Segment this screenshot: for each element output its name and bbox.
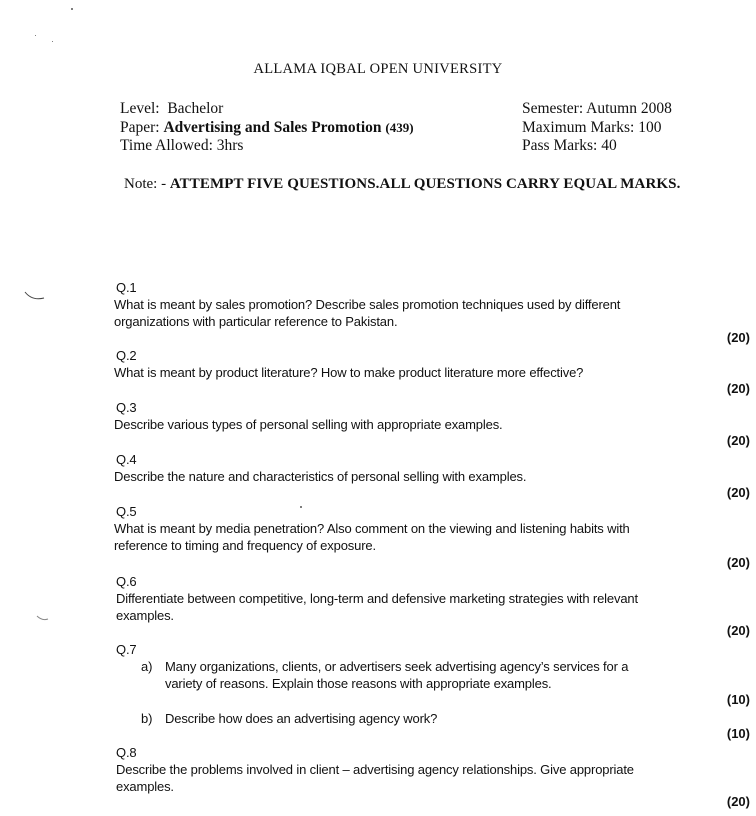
maximum-marks: Maximum Marks: 100 [522,118,662,136]
question-text: Describe the nature and characteristics of personal selling with examples. [114,469,527,484]
time-label: Time Allowed: [120,137,213,154]
subquestion-marks: (10) [726,692,750,707]
question-text: examples. [116,608,174,623]
university-title: ALLAMA IQBAL OPEN UNIVERSITY [253,61,503,77]
note-text: ATTEMPT FIVE QUESTIONS.ALL QUESTIONS CARRY EQUAL MARKS. [169,176,681,192]
question-text: Describe the problems involved in client – advertising agency relationships. Give appropriate [116,762,634,777]
question-number: Q.7 [116,642,137,657]
subquestion-text: Many organizations, clients, or advertisers seek advertising agency’s services for a [165,659,629,674]
note-label: Note: - [124,176,167,192]
scan-speck [71,8,73,10]
subquestion-text: variety of reasons. Explain those reasons with appropriate examples. [165,676,552,691]
question-text: What is meant by product literature? How to make product literature more effective? [114,365,584,380]
question-marks: (20) [726,381,750,396]
paper-line [120,119,414,138]
subquestion-label: b) [141,711,153,726]
question-number: Q.6 [116,574,137,589]
question-text: organizations with particular reference to Pakistan. [114,314,398,329]
question-marks: (20) [726,485,750,500]
level-value: Bachelor [167,100,224,117]
scan-mark [36,614,50,622]
paper-title: Advertising and Sales Promotion [163,118,382,136]
question-text: examples. [116,779,174,794]
question-marks: (20) [726,330,750,345]
exam-details [120,100,414,156]
time-line [120,137,414,156]
question-marks: (20) [726,623,750,638]
question-number: Q.2 [116,348,137,363]
time-value: 3hrs [216,137,244,154]
scan-speck [35,35,36,36]
question-number: Q.8 [116,745,137,760]
paper-code: (439) [385,119,414,135]
level-label: Level: [120,100,160,117]
question-marks: (20) [726,794,750,809]
question-number: Q.1 [116,280,137,295]
question-text: reference to timing and frequency of exposure. [114,538,376,553]
question-marks: (20) [726,555,750,570]
subquestion-marks: (10) [726,726,750,741]
subquestion-text: Describe how does an advertising agency work? [165,711,438,726]
subquestion-label: a) [141,659,153,674]
question-text: Describe various types of personal selling with appropriate examples. [114,417,503,432]
exam-note [124,176,680,193]
semester: Semester: Autumn 2008 [522,100,672,117]
question-marks: (20) [726,433,750,448]
question-number: Q.3 [116,400,137,415]
scan-mark [24,290,46,302]
exam-marks-info [522,100,672,156]
level-line [120,100,414,119]
question-number: Q.4 [116,452,137,467]
pass-marks: Pass Marks: 40 [522,137,617,154]
question-text: What is meant by sales promotion? Describe sales promotion techniques used by different [114,297,621,312]
question-text: Differentiate between competitive, long-term and defensive marketing strategies with relevant [116,591,638,606]
paper-label: Paper: [120,118,160,136]
scan-speck [300,506,302,508]
question-number: Q.5 [116,504,137,519]
scan-speck [52,41,53,42]
question-text: What is meant by media penetration? Also comment on the viewing and listening habits with [114,521,630,536]
